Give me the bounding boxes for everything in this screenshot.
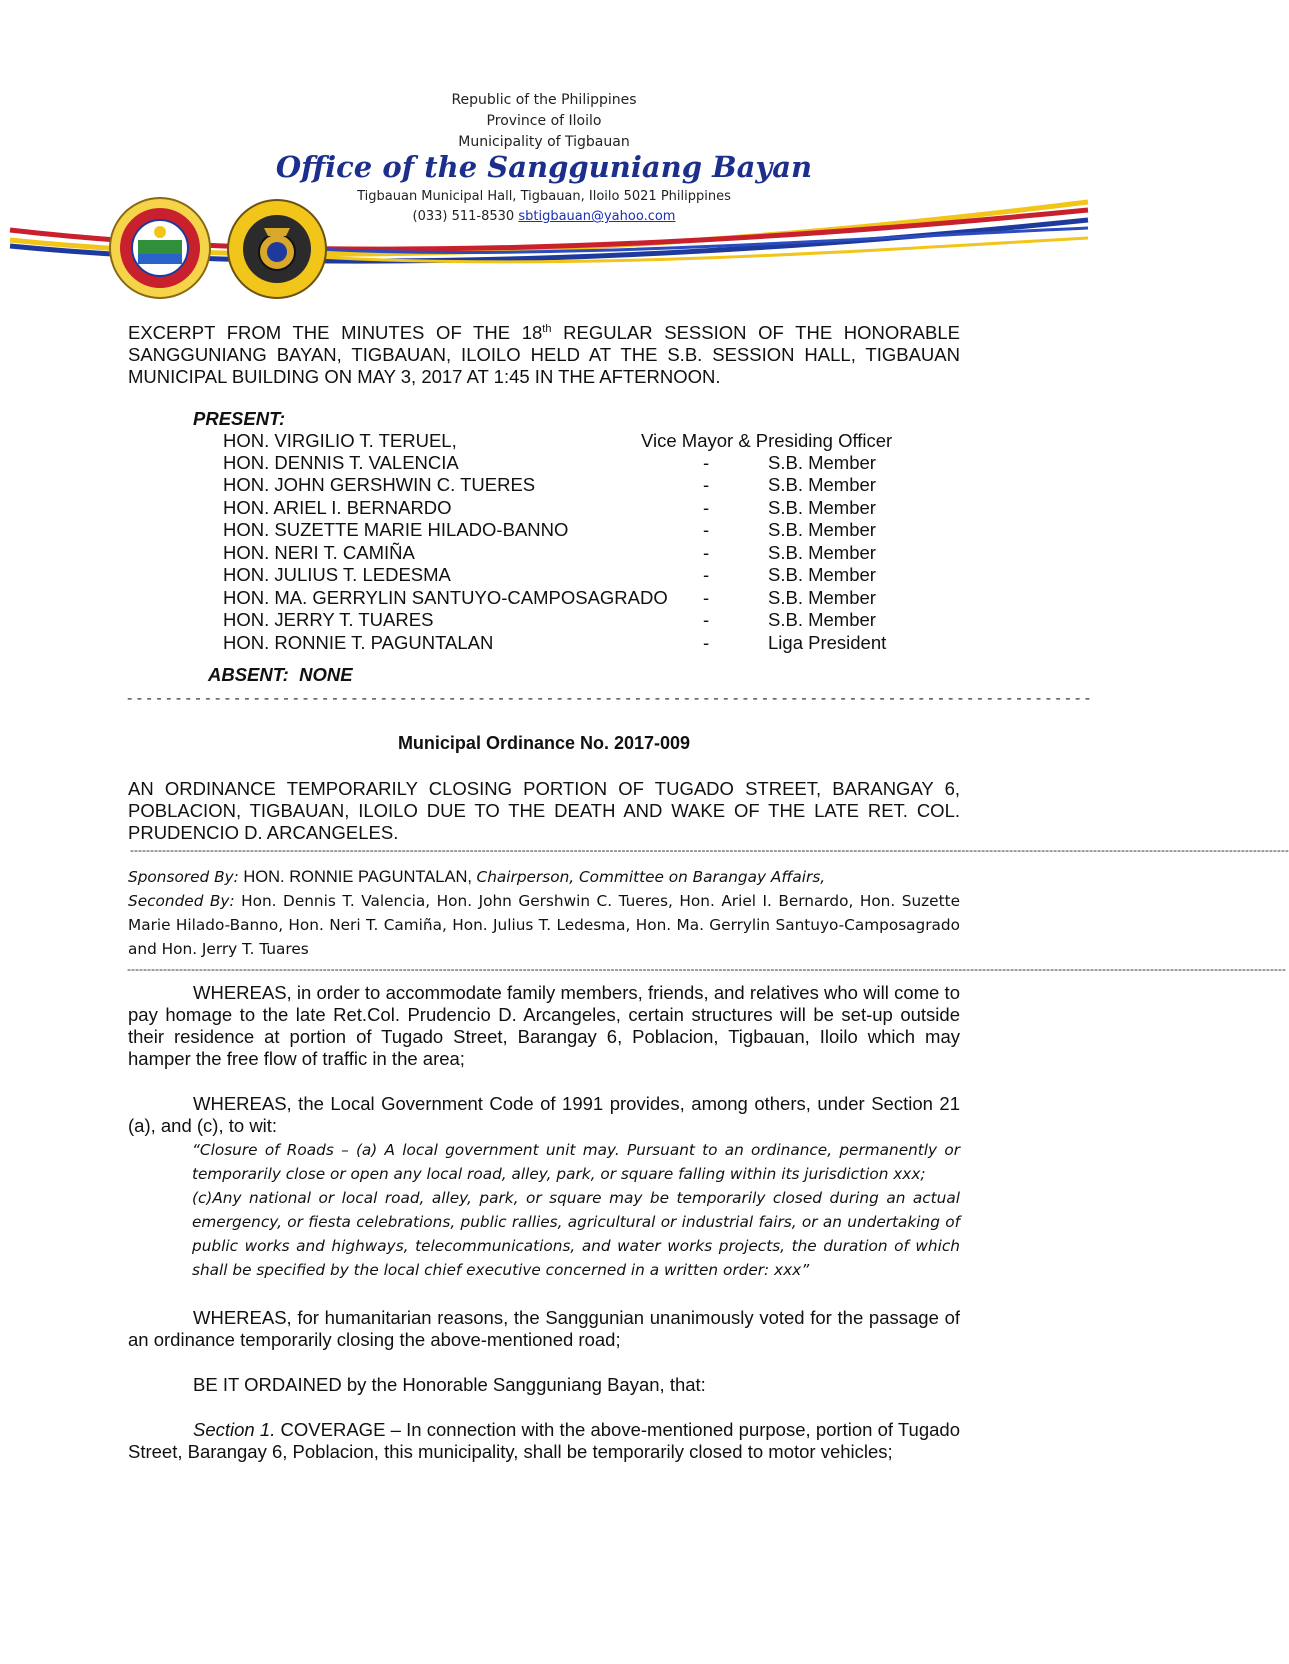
sponsored-label: Sponsored By: bbox=[128, 868, 239, 886]
section-1-label: Section 1. bbox=[193, 1419, 276, 1440]
member-dash: - bbox=[703, 587, 710, 608]
minutes-excerpt bbox=[128, 318, 960, 388]
quote-closure-of-roads: “Closure of Roads – (a) A local government unit may. Pursuant to an ordinance, permanently or temporarily close or open any local road, alley, park, or square falling within its jurisdiction xxx; bbox=[192, 1141, 960, 1183]
member-dash: - bbox=[703, 542, 710, 563]
separator-solid-2: -------------------------------------------------------------------------------------------------------------------------------------------------------------------------------------------------------------------------------------------------------------------------------------------------- bbox=[127, 962, 1286, 976]
excerpt-sup: th bbox=[542, 323, 552, 335]
member-role: S.B. Member bbox=[768, 564, 876, 585]
attendance-row bbox=[223, 519, 943, 541]
member-dash: - bbox=[703, 474, 710, 495]
member-name: HON. VIRGILIO T. TERUEL, bbox=[223, 430, 457, 451]
member-dash: - bbox=[703, 609, 710, 630]
member-name: HON. MA. GERRYLIN SANTUYO-CAMPOSAGRADO bbox=[223, 587, 668, 608]
member-role: S.B. Member bbox=[768, 609, 876, 630]
separator-dashed: - - - - - - - - - - - - - - - - - - - - - - - - - - - - - - - - - - - - - - - - - - - - - - - - - - - - - - - - - - - - - - - - - - - - - - - - - - - - - - - - - - - - - - - - - - - - - - - - - - - bbox=[127, 690, 1091, 707]
member-role: S.B. Member bbox=[768, 497, 876, 518]
seconded-label: Seconded By: bbox=[128, 892, 235, 910]
separator-solid: -------------------------------------------------------------------------------------------------------------------------------------------------------------------------------------------------------------------------------------------------------------------------------------------------- bbox=[130, 843, 1289, 857]
attendance-row bbox=[223, 632, 943, 654]
header-municipality: Municipality of Tigbauan bbox=[458, 134, 630, 150]
member-dash: - bbox=[703, 497, 710, 518]
member-name: HON. JOHN GERSHWIN C. TUERES bbox=[223, 474, 536, 495]
excerpt-part-1: EXCERPT FROM THE MINUTES OF THE 18 bbox=[128, 322, 543, 344]
quote-section-c: (c)Any national or local road, alley, park, or square may be temporarily closed during an actual emergency, or fiesta celebrations, public rallies, agricultural or industrial fairs, or an undertaking of public works and highways, telecommunications, and water works projects, the duration of which shall be specified by the local chief executive concerned in a written order: xxx” bbox=[192, 1189, 960, 1279]
attendance-row bbox=[223, 474, 943, 496]
member-name: HON. NERI T. CAMIÑA bbox=[223, 542, 415, 563]
header-address: Tigbauan Municipal Hall, Tigbauan, Iloilo 5021 Philippines bbox=[357, 189, 731, 204]
header-contact bbox=[0, 209, 1088, 224]
member-name: HON. SUZETTE MARIE HILADO-BANNO bbox=[223, 519, 569, 540]
member-dash: - bbox=[703, 632, 710, 653]
header-republic: Republic of the Philippines bbox=[451, 92, 637, 108]
attendance-row bbox=[223, 542, 943, 564]
member-name: HON. DENNIS T. VALENCIA bbox=[223, 452, 459, 473]
seconded-names: Hon. Dennis T. Valencia, Hon. John Gershwin C. Tueres, Hon. Ariel I. Bernardo, Hon. Suzette Marie Hilado-Banno, Hon. Neri T. Camiña, Hon. Julius T. Ledesma, Hon. Ma. Gerrylin Santuyo-Camposagrado and Hon. Jerry T. Tuares bbox=[128, 892, 960, 958]
ordinance-number: Municipal Ordinance No. 2017-009 bbox=[397, 733, 691, 753]
member-role: S.B. Member bbox=[768, 519, 876, 540]
member-name: HON. JERRY T. TUARES bbox=[223, 609, 434, 630]
attendance-row bbox=[223, 452, 943, 474]
attendance-row bbox=[223, 430, 943, 452]
sponsored-name: HON. RONNIE PAGUNTALAN, bbox=[238, 868, 477, 886]
excerpt-part-2: REGULAR SESSION OF THE HONORABLE SANGGUNIANG BAYAN, TIGBAUAN, ILOILO HELD AT THE S.B. SESSION HALL, TIGBAUAN MUNICIPAL BUILDING ON MAY 3, 2017 AT 1:45 IN THE AFTERNOON. bbox=[128, 322, 960, 388]
member-dash: - bbox=[703, 564, 710, 585]
absent-label: ABSENT: NONE bbox=[208, 664, 353, 685]
member-name: HON. RONNIE T. PAGUNTALAN bbox=[223, 632, 494, 653]
member-role: Liga President bbox=[768, 632, 887, 653]
attendance-row bbox=[223, 564, 943, 586]
section-1 bbox=[128, 1419, 960, 1463]
header-province: Province of Iloilo bbox=[486, 113, 602, 129]
member-name: HON. JULIUS T. LEDESMA bbox=[223, 564, 451, 585]
whereas-1: WHEREAS, in order to accommodate family members, friends, and relatives who will come to pay homage to the late Ret.Col. Prudencio D. Arcangeles, certain structures will be set-up outside their residence at portion of Tugado Street, Barangay 6, Poblacion, Tigbauan, Iloilo which may hamper the free flow of traffic in the area; bbox=[128, 982, 960, 1069]
attendance-row bbox=[223, 587, 943, 609]
office-title: Office of the Sangguniang Bayan bbox=[275, 150, 813, 184]
member-role: Vice Mayor & Presiding Officer bbox=[641, 430, 893, 451]
member-dash: - bbox=[703, 452, 710, 473]
whereas-3: WHEREAS, for humanitarian reasons, the Sanggunian unanimously voted for the passage of an ordinance temporarily closing the above-mentioned road; bbox=[128, 1307, 960, 1350]
ordinance-title: AN ORDINANCE TEMPORARILY CLOSING PORTION OF TUGADO STREET, BARANGAY 6, POBLACION, TIGBAUAN, ILOILO DUE TO THE DEATH AND WAKE OF THE LATE RET. COL. PRUDENCIO D. ARCANGELES. bbox=[128, 778, 960, 843]
member-role: S.B. Member bbox=[768, 587, 876, 608]
sponsors-block bbox=[128, 865, 960, 961]
member-role: S.B. Member bbox=[768, 452, 876, 473]
sponsored-role: Chairperson, Committee on Barangay Affairs, bbox=[476, 868, 826, 886]
attendance-row bbox=[223, 609, 943, 631]
member-role: S.B. Member bbox=[768, 474, 876, 495]
whereas-2: WHEREAS, the Local Government Code of 1991 provides, among others, under Section 21 (a), and (c), to wit: bbox=[128, 1093, 960, 1136]
member-name: HON. ARIEL I. BERNARDO bbox=[223, 497, 452, 518]
email-link[interactable]: sbtigbauan@yahoo.com bbox=[518, 209, 676, 224]
member-dash: - bbox=[703, 519, 710, 540]
member-role: S.B. Member bbox=[768, 542, 876, 563]
attendance-row bbox=[223, 497, 943, 519]
present-label: PRESENT: bbox=[193, 408, 286, 429]
section-1-text: COVERAGE – In connection with the above-mentioned purpose, portion of Tugado Street, Barangay 6, Poblacion, this municipality, shall be temporarily closed to motor vehicles; bbox=[128, 1419, 960, 1462]
header-phone: (033) 511-8530 bbox=[412, 209, 515, 224]
be-it-ordained: BE IT ORDAINED by the Honorable Sangguniang Bayan, that: bbox=[193, 1374, 706, 1395]
